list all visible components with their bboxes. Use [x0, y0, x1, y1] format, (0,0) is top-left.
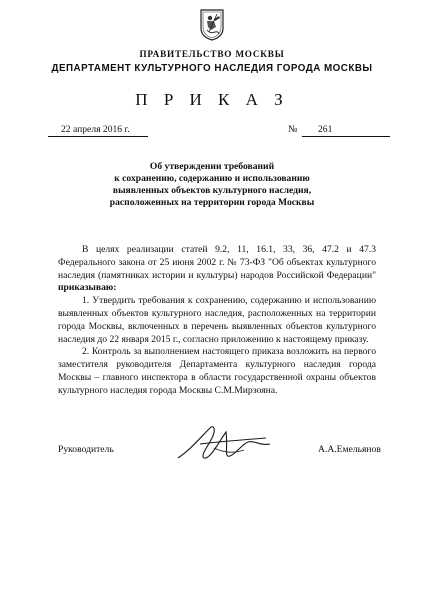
signer-name: А.А.Емельянов	[318, 444, 381, 455]
order-word: приказываю:	[58, 282, 117, 294]
subject-line: выявленных объектов культурного наследия,	[112, 185, 312, 196]
order-date: 22 апреля 2016 г.	[61, 124, 130, 135]
preamble-text: В целях реализации статей 9.2, 11, 16.1, 33, 36, 47.2 и 47.3 Федерального закона от 25 июня 2002 г. № 73-ФЗ "Об объектах культурного наследия (памятниках истории и культуры) народов Российской Федерации"	[58, 244, 376, 281]
moscow-coat-of-arms-icon	[199, 8, 225, 41]
subject-line: к сохранению, содержанию и использованию	[114, 173, 310, 184]
order-number: 261	[318, 124, 333, 135]
signer-role: Руководитель	[58, 444, 114, 455]
subject-line: расположенных на территории города Москвы	[109, 197, 315, 208]
date-underline	[48, 136, 148, 137]
preamble-paragraph	[58, 244, 376, 295]
order-item-1: 1. Утвердить требования к сохранению, содержанию и использованию выявленных объектов культурного наследия, расположенных на территории города Москвы, включенных в перечень выявленных объектов культурного наследия до 22 января 2015 г., согласно приложению к настоящему приказу.	[58, 295, 376, 345]
order-item-2: 2. Контроль за выполнением настоящего приказа возложить на первого заместителя руководителя Департамента культурного наследия города Москвы – главного инспектора в области государственной охраны объектов культурного наследия города Москвы С.М.Мирзояна.	[58, 346, 376, 396]
handwritten-signature	[170, 418, 280, 468]
order-subject	[0, 161, 424, 209]
order-body	[58, 244, 376, 398]
document-type-title: П Р И К А З	[135, 90, 289, 109]
department-title: ДЕПАРТАМЕНТ КУЛЬТУРНОГО НАСЛЕДИЯ ГОРОДА МОСКВЫ	[51, 63, 373, 74]
number-underline	[302, 136, 390, 137]
subject-line: Об утверждении требований	[149, 161, 275, 172]
government-title: ПРАВИТЕЛЬСТВО МОСКВЫ	[139, 49, 285, 59]
number-sign: №	[288, 124, 298, 135]
